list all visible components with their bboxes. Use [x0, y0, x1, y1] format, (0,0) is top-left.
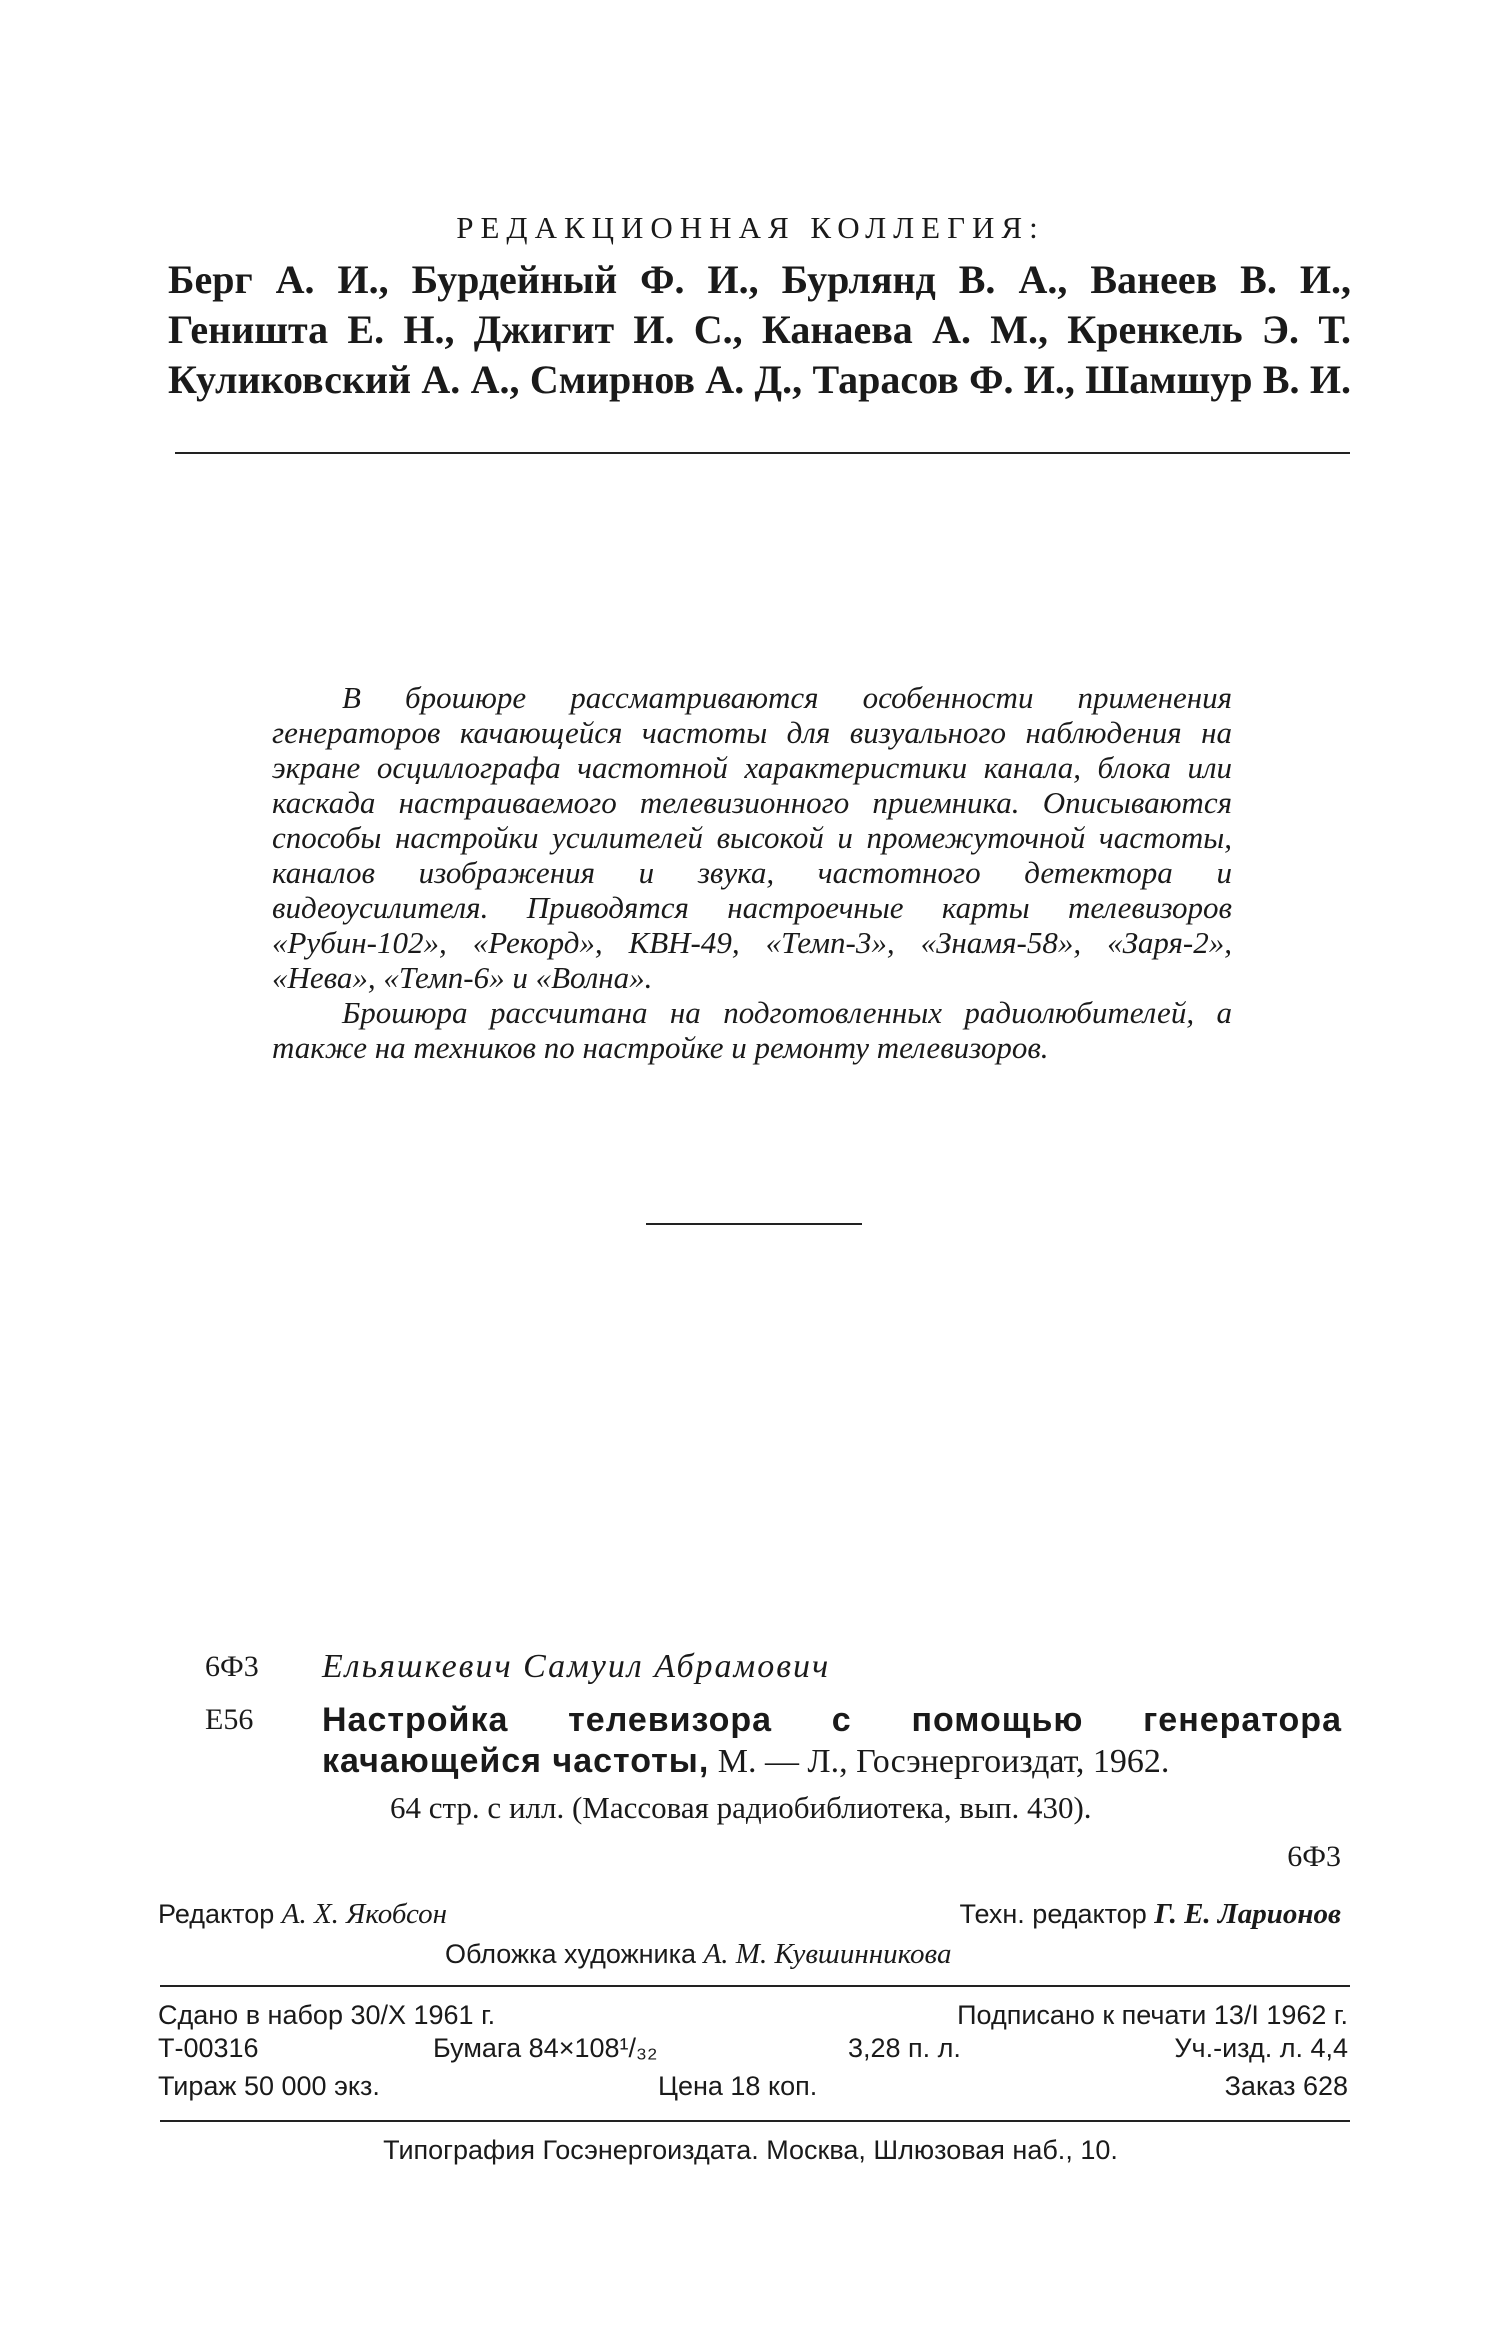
cover-name: А. М. Кувшинникова	[703, 1938, 952, 1970]
board-line-1: Берг А. И., Бурдейный Ф. И., Бурлянд В. А., Ванеев В. И.,	[168, 257, 1351, 302]
catalog-code-1: 6Ф3	[205, 1650, 259, 1683]
imprint-order: Заказ 628	[1224, 2071, 1348, 2101]
catalog-title-rest: М. — Л., Госэнергоиздат, 1962.	[717, 1743, 1170, 1780]
imprint-divider-bottom	[160, 2120, 1350, 2122]
editor-name: А. Х. Якобсон	[281, 1898, 448, 1930]
abstract-paragraph-2: Брошюра рассчитана на подготовленных радиолюбителей, а также на техников по настройке и ремонту телевизоров.	[272, 995, 1232, 1065]
board-line-3: Куликовский А. А., Смирнов А. Д., Тарасов Ф. И., Шамшур В. И.	[168, 357, 1351, 402]
imprint-row-2	[158, 2033, 1348, 2071]
imprint-paper: Бумага 84×108¹/₃₂	[433, 2033, 658, 2063]
imprint-divider-top	[160, 1985, 1350, 1987]
tech-editor-credit	[959, 1898, 1341, 1931]
catalog-title-bold: Настройка телевизора с помощью генератора качающейся частоты,	[322, 1701, 1342, 1780]
tech-editor-label: Техн. редактор	[959, 1899, 1147, 1929]
catalog-author: Ельяшкевич Самуил Абрамович	[322, 1648, 831, 1685]
abstract-paragraph-1: В брошюре рассматриваются особенности применения генераторов качающейся частоты для визуального наблюдения на экране осциллографа частотной характеристики канала, блока или каскада настраиваемого телевизионного приемника. Описываются способы настройки усилителей высокой и промежуточной частоты, каналов изображения и звука, частотного детектора и видеоусилителя. Приводятся настроечные карты телевизоров «Рубин-102», «Рекорд», КВН-49, «Темп-3», «Знамя-58», «Заря-2», «Нева», «Темп-6» и «Волна».	[272, 680, 1232, 995]
imprint-row-3	[158, 2071, 1348, 2109]
imprint-row-1	[158, 2000, 1348, 2031]
editor-credit	[158, 1898, 447, 1931]
imprint-t-code: Т-00316	[158, 2033, 259, 2063]
board-line-2: Геништа Е. Н., Джигит И. С., Канаева А. М., Кренкель Э. Т.	[168, 307, 1351, 352]
board-divider	[175, 452, 1350, 454]
catalog-title	[322, 1700, 1342, 1782]
short-divider	[646, 1223, 862, 1225]
catalog-code-right: 6Ф3	[1287, 1840, 1341, 1873]
imprint-signed: Подписано к печати 13/I 1962 г.	[957, 2000, 1348, 2030]
imprint-uch: Уч.-изд. л. 4,4	[1174, 2033, 1348, 2063]
board-heading: РЕДАКЦИОННАЯ КОЛЛЕГИЯ:	[456, 210, 1045, 245]
editor-label: Редактор	[158, 1899, 275, 1929]
abstract	[272, 680, 1232, 1065]
imprint-sheets: 3,28 п. л.	[848, 2033, 961, 2063]
printer-line: Типография Госэнергоиздата. Москва, Шлюзовая наб., 10.	[383, 2135, 1118, 2165]
catalog-pages: 64 стр. с илл. (Массовая радиобиблиотека, вып. 430).	[390, 1790, 1092, 1825]
board-members	[168, 255, 1351, 405]
imprint	[158, 2000, 1348, 2109]
imprint-price: Цена 18 коп.	[658, 2071, 818, 2101]
catalog-code-2: Е56	[205, 1703, 254, 1736]
cover-credit	[445, 1938, 951, 1971]
imprint-circulation: Тираж 50 000 экз.	[158, 2071, 380, 2101]
cover-label: Обложка художника	[445, 1939, 697, 1969]
tech-editor-name: Г. Е. Ларионов	[1154, 1898, 1341, 1930]
imprint-submitted: Сдано в набор 30/X 1961 г.	[158, 2000, 496, 2030]
